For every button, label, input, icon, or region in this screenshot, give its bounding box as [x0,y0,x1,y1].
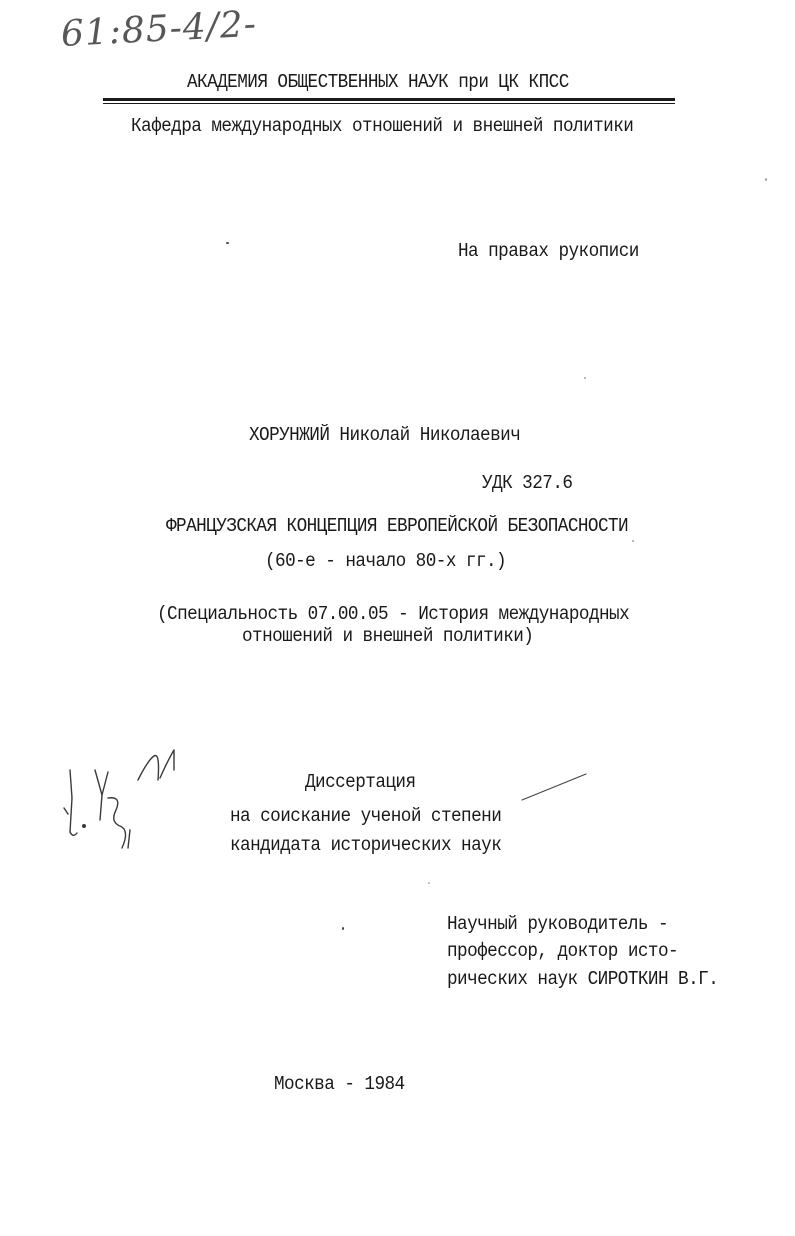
dissertation-title: ФРАНЦУЗСКАЯ КОНЦЕПЦИЯ ЕВРОПЕЙСКОЙ БЕЗОПАСНОСТИ [166,515,629,537]
author-name: ХОРУНЖИЙ Николай Николаевич [249,424,521,446]
dissertation-type: Диссертация [305,771,416,793]
supervisor-line-2: профессор, доктор исто- [447,940,679,962]
degree-line-2: кандидата исторических наук [230,834,502,856]
udk-code: УДК 327.6 [482,472,573,494]
dissertation-period: (60-е - начало 80-х гг.) [265,550,507,572]
supervisor-line-3: рических наук СИРОТКИН В.Г. [447,968,719,990]
supervisor-line-1: Научный руководитель - [447,913,669,935]
header-rule-thin [103,103,675,104]
manuscript-rights: На правах рукописи [458,240,639,262]
specialty-line-1: (Специальность 07.00.05 - История международных [157,603,630,625]
degree-line-1: на соискание ученой степени [230,805,502,827]
header-rule-thick [103,98,675,101]
specialty-line-2: отношений и внешней политики) [242,625,534,647]
pen-stroke-mark [520,770,590,810]
handwritten-signature-mark [50,740,200,860]
handwritten-archive-code: 61:85-4/2- [60,3,258,55]
academy-header: АКАДЕМИЯ ОБЩЕСТВЕННЫХ НАУК при ЦК КПСС [187,71,569,93]
department-line: Кафедра международных отношений и внешней политики [131,115,634,137]
place-and-year: Москва - 1984 [274,1073,405,1095]
